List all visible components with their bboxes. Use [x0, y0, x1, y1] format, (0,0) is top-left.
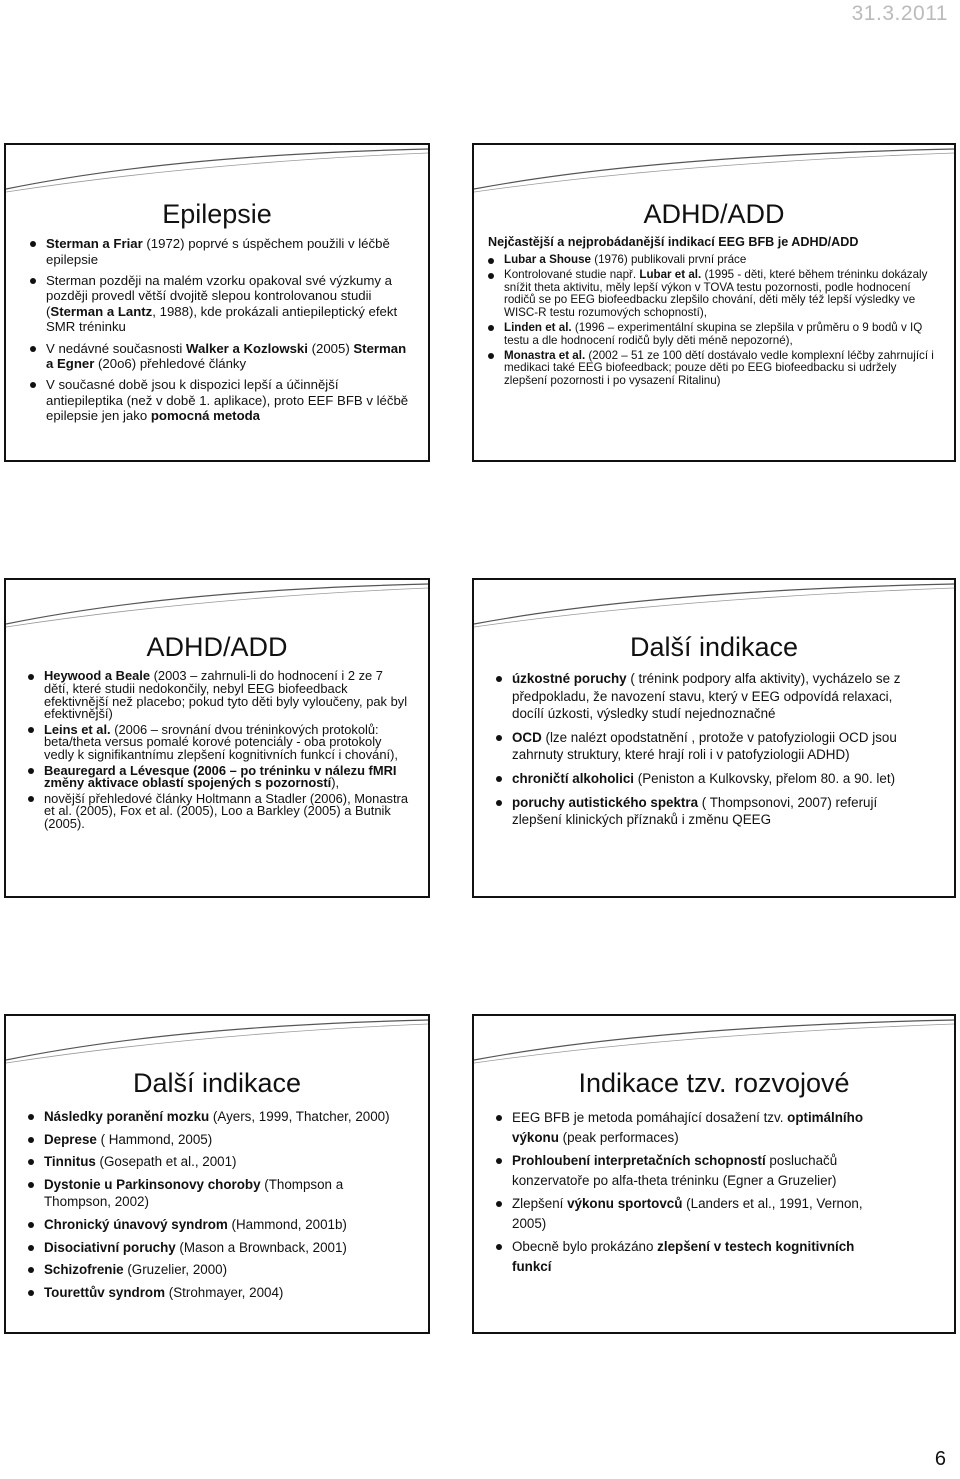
bullet-text: (20o6) přehledové články: [94, 356, 247, 372]
bullet-item: [488, 269, 942, 319]
bullet-bold-text: Beauregard a Lévesque (2006 – po tréninku v nálezu fMRI změny aktivace oblastí spojených s pozorností: [44, 762, 397, 791]
bullet-list: [28, 670, 410, 831]
slide-swoosh-decoration: [6, 145, 428, 205]
bullet-text: (Gruzelier, 2000): [123, 1262, 228, 1278]
document-date: 31.3.2011: [851, 2, 948, 25]
slide-adhd-1: [472, 143, 956, 462]
bullet-text: (1996 – experimentální skupina se zlepšila v průměru o 9 bodů v IQ testu a dle hodnocení rodičů byly děti méně nepozorné),: [504, 320, 923, 347]
bullet-bold-text: Chronický únavový syndrom: [44, 1216, 228, 1232]
bullet-list: [30, 236, 410, 424]
bullet-bold-text: Leins et al.: [44, 721, 111, 737]
bullet-item: [496, 670, 914, 723]
slide-epilepsie: [4, 143, 430, 462]
bullet-bold-text: Dystonie u Parkinsonovy choroby: [44, 1176, 261, 1192]
bullet-bold-text: Tinnitus: [44, 1154, 96, 1170]
bullet-bold-text: Sterman a Lantz: [50, 303, 153, 319]
bullet-text: V nedávné současnosti: [46, 340, 187, 356]
bullet-bold-text: Sterman a Friar: [46, 236, 143, 251]
bullet-text: Sterman později na malém vzorku opakoval své výzkumy a později provedl větší dvojitě slepou kontrolovanou studii (: [46, 272, 392, 319]
slide-dalsi-indikace-2: [4, 1014, 430, 1334]
bullet-item: [28, 1131, 410, 1149]
bullet-item: [28, 1216, 410, 1234]
bullet-bold-text: pomocná metoda: [150, 408, 261, 424]
bullet-item: [28, 762, 410, 791]
bullet-item: [28, 721, 410, 763]
bullet-text: (2005): [307, 340, 354, 356]
bullet-item: [496, 770, 914, 788]
slide-title: Další indikace: [629, 632, 799, 662]
bullet-text: (2002 – 51 ze 100 dětí dostávalo vedle komplexní léčby zahrnující i medikaci také EEG biofeedback; pouze děti po EEG biofeedbacku si udržely zlepšení pozornosti i po vysazení Ritalinu): [504, 348, 934, 387]
bullet-item: [488, 322, 942, 347]
bullet-text: (1995 - děti, které během tréninku dokázaly snížit theta aktivitu, měly lepší výkon v TOVA testu pozornosti, podle hodnocení rodičů se po EEG biofeedbacku zlepšilo chování, děti měly též lepší výsledky ve WISC-R testu rozumových schopností),: [504, 268, 928, 319]
bullet-text: Zlepšení: [512, 1196, 568, 1211]
bullet-text: (Mason a Brownback, 2001): [175, 1239, 347, 1255]
bullet-item: [496, 1108, 884, 1147]
bullet-text: posluchačů konzervatoře po alfa-theta tréninku (Egner a Gruzelier): [512, 1153, 838, 1188]
slide-dalsi-indikace-1: [472, 578, 956, 898]
bullet-item: [28, 1108, 410, 1126]
bullet-bold-text: Prohloubení interpretačních schopností: [512, 1153, 766, 1168]
bullet-bold-text: Walker a Kozlowski: [186, 340, 308, 356]
bullet-text: EEG BFB je metoda pomáhající dosažení tzv.: [512, 1110, 788, 1125]
bullet-text: (Landers et al., 1991, Vernon, 2005): [512, 1196, 863, 1231]
slide-title: Epilepsie: [162, 199, 272, 229]
bullet-bold-text: Monastra et al.: [504, 348, 586, 362]
slide-title: ADHD/ADD: [146, 632, 288, 662]
bullet-bold-text: zlepšení v testech kognitivních funkcí: [512, 1239, 855, 1274]
bullet-bold-text: úzkostné poruchy: [512, 671, 627, 686]
bullet-item: [28, 1176, 410, 1211]
bullet-bold-text: poruchy autistického spektra: [512, 794, 699, 810]
slide-indikace-rozvojove: [472, 1014, 956, 1334]
bullet-text: ( Hammond, 2005): [96, 1131, 213, 1147]
bullet-item: [28, 1261, 410, 1279]
slide-swoosh-decoration: [474, 145, 954, 205]
bullet-bold-text: Tourettův syndrom: [44, 1284, 166, 1300]
bullet-item: [496, 1237, 884, 1276]
bullet-item: [496, 794, 914, 829]
bullet-list: [28, 1108, 410, 1301]
bullet-item: [30, 273, 410, 335]
bullet-item: [28, 790, 410, 832]
bullet-item: [30, 236, 410, 267]
bullet-text: (2003 – zahrnuli-li do hodnocení i 2 ze 7 dětí, které studii nedokončily, nebyl EEG biofeedback efektivnější než placebo; pokud tyto děti byly vyloučeny, pak byl efektivnější): [44, 668, 408, 722]
bullet-text: (Peniston a Kulkovsky, přelom 80. a 90. let): [634, 770, 896, 786]
slide-lead-text: Nejčastější a nejprobádanější indikací EEG BFB je ADHD/ADD: [488, 235, 859, 249]
bullet-bold-text: Schizofrenie: [44, 1262, 124, 1278]
bullet-item: [28, 1239, 410, 1257]
bullet-item: [28, 1284, 410, 1302]
slide-swoosh-decoration: [474, 580, 954, 640]
bullet-item: [496, 1151, 884, 1190]
bullet-list: [488, 254, 942, 387]
bullet-text: (Ayers, 1999, Thatcher, 2000): [209, 1109, 390, 1124]
bullet-text: (lze nalézt opodstatnění , protože v patofyziologii OCD jsou zahrnuty struktury, které hrají roli i v patofyziologii ADHD): [512, 729, 897, 763]
bullet-text: V současné době jsou k dispozici lepší a účinnější antiepileptika (než v době 1. aplikace), proto EEF BFB v léčbě epilepsie jen jako: [46, 377, 409, 424]
bullet-bold-text: Heywood a Beale: [44, 668, 151, 683]
bullet-bold-text: optimálního výkonu: [512, 1110, 864, 1145]
slide-title: Indikace tzv. rozvojové: [578, 1068, 850, 1098]
bullet-text: (Gosepath et al., 2001): [95, 1154, 237, 1170]
bullet-bold-text: výkonu sportovců: [567, 1196, 683, 1211]
slide-adhd-2: [4, 578, 430, 898]
bullet-bold-text: chroničtí alkoholici: [512, 770, 635, 786]
slide-swoosh-decoration: [6, 1016, 428, 1076]
bullet-text: (Strohmayer, 2004): [165, 1284, 284, 1300]
bullet-text: (Hammond, 2001b): [227, 1216, 347, 1232]
bullet-bold-text: Sterman a Egner: [46, 340, 407, 372]
bullet-text: (1972) poprvé s úspěchem použili v léčbě epilepsie: [46, 236, 390, 267]
bullet-text: (2006 – srovnání dvou tréninkových protokolů: beta/theta versus pomalé korové potenciály - oba protokoly vedly k signifikantnímu zlepšení kognitivních funkcí i chování),: [44, 721, 398, 763]
slide-title: ADHD/ADD: [643, 199, 785, 229]
bullet-text: , 1988), kde prokázali antiepileptický efekt SMR tréninku: [46, 303, 398, 335]
bullet-item: [496, 1194, 884, 1233]
bullet-item: [28, 670, 410, 721]
bullet-bold-text: OCD: [512, 729, 542, 745]
page-number: 6: [934, 1448, 946, 1470]
bullet-text: ( trénink podpory alfa aktivity), vycházelo se z předpokladu, že navození stavu, který v EEG odpovídá relaxaci, docílí úzkosti, výsledky studí nejednoznačné: [512, 671, 901, 722]
bullet-text: (Thompson a Thompson, 2002): [44, 1176, 344, 1210]
bullet-bold-text: Následky poranění mozku: [44, 1109, 210, 1124]
bullet-bold-text: Deprese: [44, 1131, 97, 1147]
bullet-item: [488, 254, 942, 267]
bullet-item: [28, 1153, 410, 1171]
bullet-item: [30, 377, 410, 424]
bullet-item: [30, 341, 410, 372]
bullet-bold-text: Linden et al.: [504, 320, 572, 334]
bullet-list: [496, 670, 914, 829]
bullet-text: ( Thompsonovi, 2007) referují zlepšení klinických příznaků i změnu QEEG: [512, 794, 878, 828]
slide-swoosh-decoration: [6, 580, 428, 640]
slide-title: Další indikace: [132, 1068, 302, 1098]
bullet-list: [496, 1108, 884, 1276]
bullet-text: (peak performaces): [558, 1129, 679, 1145]
slide-swoosh-decoration: [474, 1016, 954, 1076]
bullet-text: Kontrolované studie např.: [504, 268, 640, 282]
bullet-item: [496, 729, 914, 764]
bullet-text: ),: [331, 775, 340, 791]
bullet-text: novější přehledové články Holtmann a Stadler (2006), Monastra et al. (2005), Fox et al. (2005), Loo a Barkley (2005) a Butnik (2005).: [44, 790, 408, 832]
bullet-text: (1976) publikovali první práce: [590, 253, 747, 266]
bullet-text: Obecně bylo prokázáno: [512, 1239, 658, 1254]
bullet-bold-text: Lubar a Shouse: [504, 253, 591, 266]
bullet-item: [488, 350, 942, 388]
bullet-bold-text: Disociativní poruchy: [44, 1239, 176, 1255]
bullet-bold-text: Lubar et al.: [639, 268, 702, 282]
